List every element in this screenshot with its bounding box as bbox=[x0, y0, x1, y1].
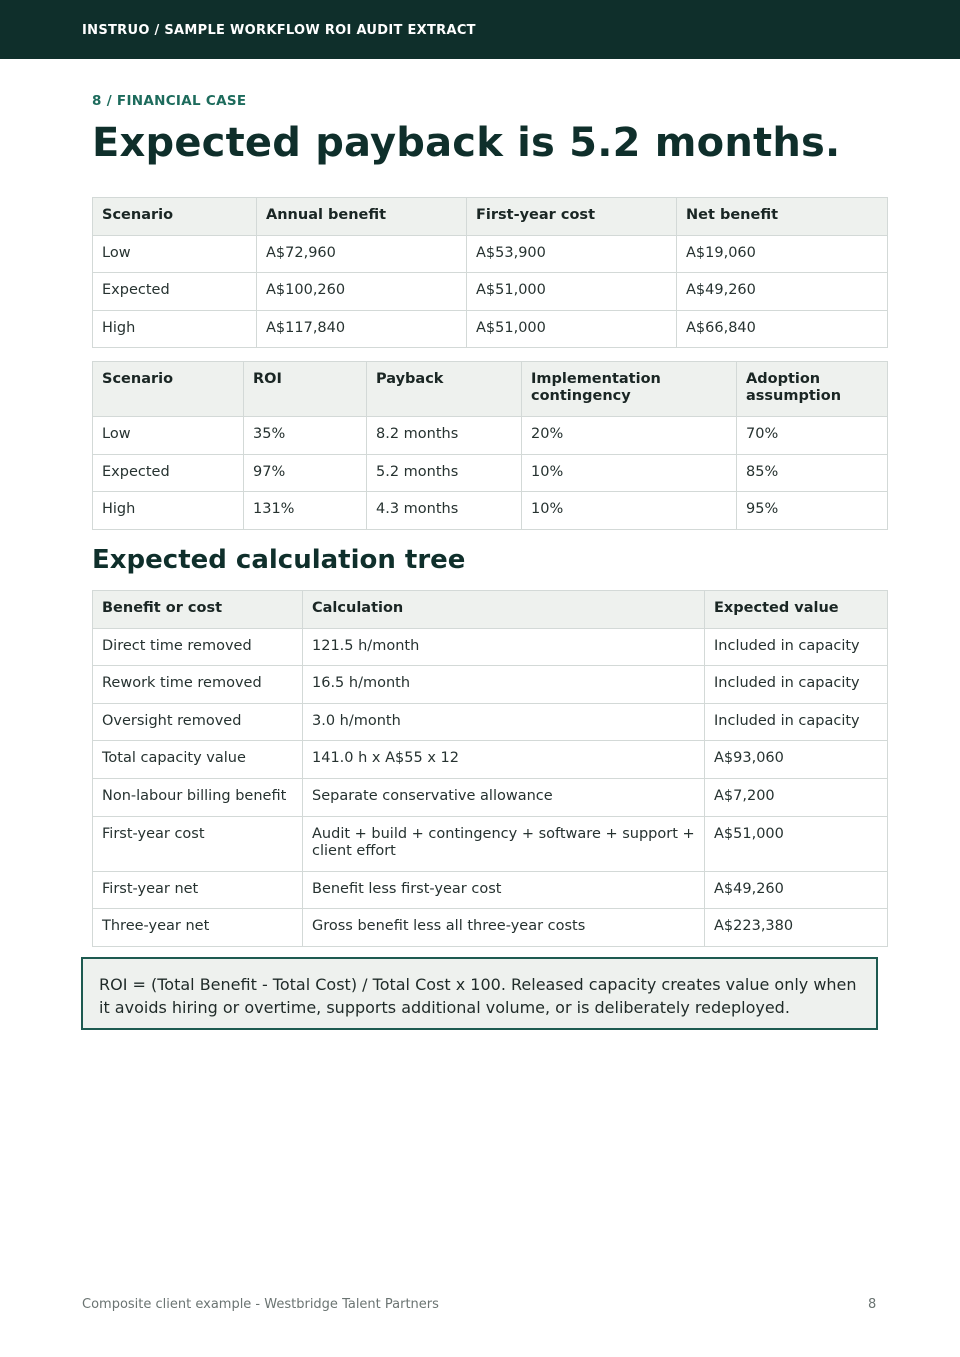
table-cell: Included in capacity bbox=[705, 628, 888, 666]
table-cell: A$19,060 bbox=[677, 235, 888, 273]
table-row bbox=[93, 235, 888, 273]
table-header-row bbox=[93, 198, 888, 236]
table-row bbox=[93, 454, 888, 492]
table-cell: 4.3 months bbox=[367, 492, 522, 530]
table-row bbox=[93, 417, 888, 455]
column-header: Annual benefit bbox=[257, 198, 467, 236]
column-header: Scenario bbox=[93, 362, 244, 417]
table-cell: Included in capacity bbox=[705, 703, 888, 741]
table-row bbox=[93, 492, 888, 530]
table-cell: Oversight removed bbox=[93, 703, 303, 741]
table-cell: Low bbox=[93, 235, 257, 273]
column-header: Adoption assumption bbox=[737, 362, 888, 417]
roi-formula-note: ROI = (Total Benefit - Total Cost) / Total Cost x 100. Released capacity creates value only when it avoids hiring or overtime, supports additional volume, or is deliberately redeployed. bbox=[81, 957, 878, 1030]
top-banner bbox=[0, 0, 960, 59]
table-cell: A$49,260 bbox=[677, 273, 888, 311]
table-cell: A$72,960 bbox=[257, 235, 467, 273]
table-row bbox=[93, 909, 888, 947]
table-cell: Three-year net bbox=[93, 909, 303, 947]
table-row bbox=[93, 310, 888, 348]
table-cell: 3.0 h/month bbox=[303, 703, 705, 741]
table-row bbox=[93, 666, 888, 704]
column-header: Calculation bbox=[303, 591, 705, 629]
column-header: Implementation contingency bbox=[522, 362, 737, 417]
table-cell: 70% bbox=[737, 417, 888, 455]
table-cell: Non-labour billing benefit bbox=[93, 778, 303, 816]
table-cell: Included in capacity bbox=[705, 666, 888, 704]
table-cell: A$100,260 bbox=[257, 273, 467, 311]
table-cell: 85% bbox=[737, 454, 888, 492]
table-cell: First-year cost bbox=[93, 816, 303, 871]
calculation-tree-table bbox=[92, 590, 888, 947]
table-cell: 20% bbox=[522, 417, 737, 455]
table-cell: A$93,060 bbox=[705, 741, 888, 779]
table-cell: Expected bbox=[93, 454, 244, 492]
table-cell: Separate conservative allowance bbox=[303, 778, 705, 816]
table-cell: A$223,380 bbox=[705, 909, 888, 947]
scenario-benefit-table bbox=[92, 197, 888, 348]
table-cell: High bbox=[93, 310, 257, 348]
table-cell: A$53,900 bbox=[467, 235, 677, 273]
table-cell: A$51,000 bbox=[467, 310, 677, 348]
table-cell: Direct time removed bbox=[93, 628, 303, 666]
table-cell: 8.2 months bbox=[367, 417, 522, 455]
table-cell: Total capacity value bbox=[93, 741, 303, 779]
table-header-row bbox=[93, 362, 888, 417]
calculation-tree-heading: Expected calculation tree bbox=[92, 545, 466, 575]
document-header-title: INSTRUO / SAMPLE WORKFLOW ROI AUDIT EXTRACT bbox=[82, 23, 476, 38]
column-header: Net benefit bbox=[677, 198, 888, 236]
table-row bbox=[93, 741, 888, 779]
table-cell: 35% bbox=[244, 417, 367, 455]
column-header: First-year cost bbox=[467, 198, 677, 236]
table-cell: Benefit less first-year cost bbox=[303, 871, 705, 909]
column-header: ROI bbox=[244, 362, 367, 417]
page-title: Expected payback is 5.2 months. bbox=[92, 120, 841, 166]
table-row bbox=[93, 871, 888, 909]
column-header: Expected value bbox=[705, 591, 888, 629]
table-cell: 10% bbox=[522, 492, 737, 530]
table-row bbox=[93, 778, 888, 816]
section-label: 8 / FINANCIAL CASE bbox=[92, 93, 247, 109]
table-row bbox=[93, 628, 888, 666]
roi-payback-table bbox=[92, 361, 888, 530]
table-cell: First-year net bbox=[93, 871, 303, 909]
table-row bbox=[93, 273, 888, 311]
table-cell: 131% bbox=[244, 492, 367, 530]
table-cell: Expected bbox=[93, 273, 257, 311]
table-cell: 141.0 h x A$55 x 12 bbox=[303, 741, 705, 779]
table-header-row bbox=[93, 591, 888, 629]
table-cell: 121.5 h/month bbox=[303, 628, 705, 666]
table-cell: A$7,200 bbox=[705, 778, 888, 816]
table-cell: A$51,000 bbox=[467, 273, 677, 311]
table-row bbox=[93, 816, 888, 871]
column-header: Payback bbox=[367, 362, 522, 417]
column-header: Scenario bbox=[93, 198, 257, 236]
table-cell: Rework time removed bbox=[93, 666, 303, 704]
table-cell: Low bbox=[93, 417, 244, 455]
table-cell: 16.5 h/month bbox=[303, 666, 705, 704]
table-cell: 97% bbox=[244, 454, 367, 492]
table-cell: High bbox=[93, 492, 244, 530]
table-cell: A$49,260 bbox=[705, 871, 888, 909]
table-cell: A$51,000 bbox=[705, 816, 888, 871]
table-row bbox=[93, 703, 888, 741]
table-cell: 10% bbox=[522, 454, 737, 492]
table-cell: 95% bbox=[737, 492, 888, 530]
table-cell: 5.2 months bbox=[367, 454, 522, 492]
column-header: Benefit or cost bbox=[93, 591, 303, 629]
table-cell: A$117,840 bbox=[257, 310, 467, 348]
table-cell: Audit + build + contingency + software + support + client effort bbox=[303, 816, 705, 871]
table-cell: Gross benefit less all three-year costs bbox=[303, 909, 705, 947]
table-cell: A$66,840 bbox=[677, 310, 888, 348]
footer-client-label: Composite client example - Westbridge Talent Partners bbox=[82, 1297, 439, 1312]
page-number: 8 bbox=[868, 1297, 877, 1312]
